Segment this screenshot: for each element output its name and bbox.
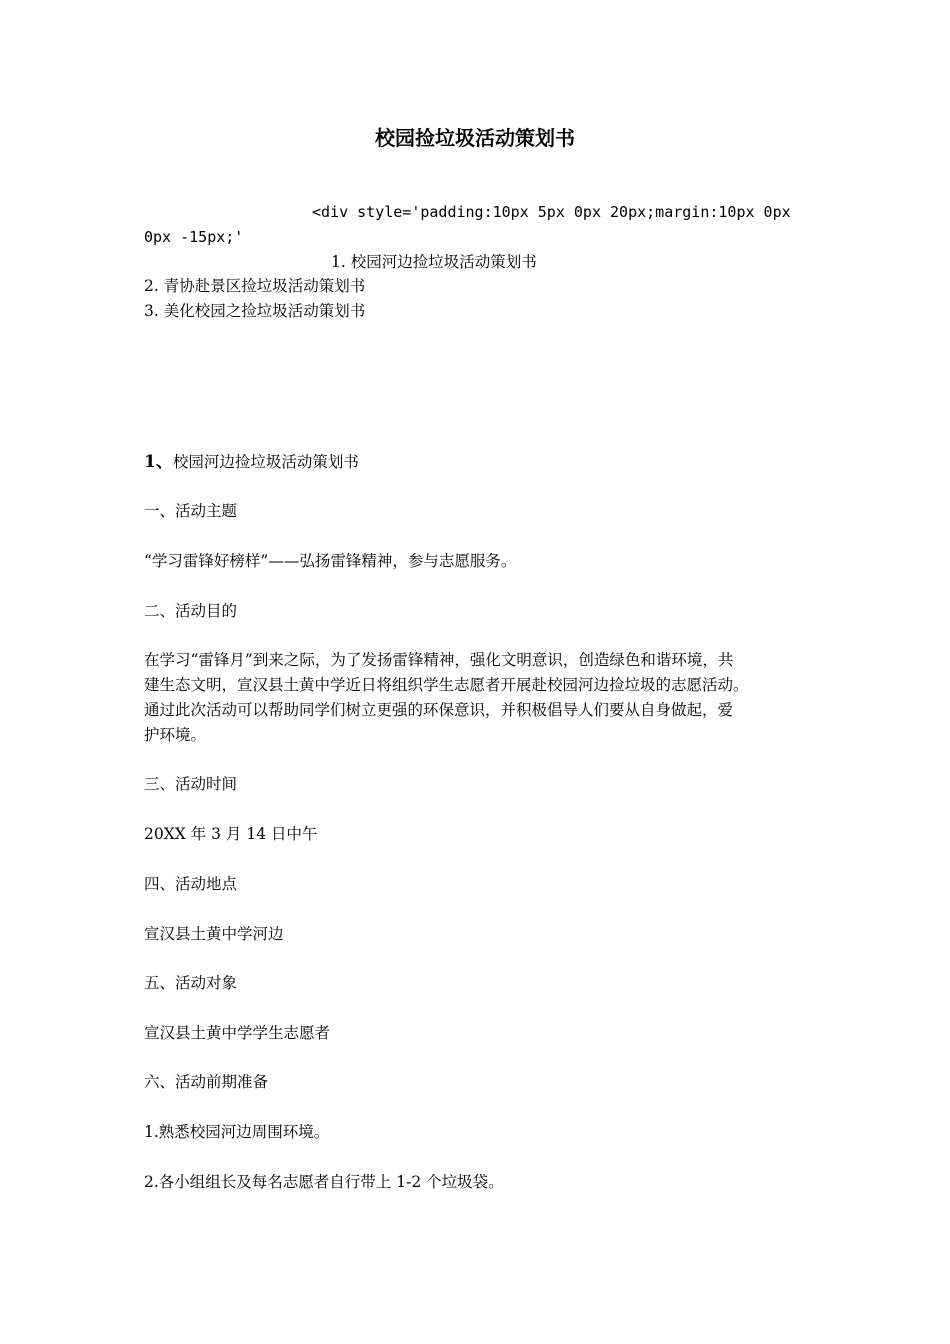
time-text: 20XX 年 3 月 14 日中午 xyxy=(144,825,318,843)
purpose-line-1: 在学习“雷锋月”到来之际，为了发扬雷锋精神，强化文明意识，创造绿色和谐环境，共 xyxy=(144,651,734,669)
target-text: 宣汉县土黄中学学生志愿者 xyxy=(144,1024,331,1042)
section-number: 1、 xyxy=(144,452,173,472)
heading-theme: 一、活动主题 xyxy=(144,502,238,520)
heading-target: 五、活动对象 xyxy=(144,974,238,992)
prep-item-2: 2.各小组组长及每名志愿者自行带上 1-2 个垃圾袋。 xyxy=(144,1173,504,1191)
theme-text: “学习雷锋好榜样”——弘扬雷锋精神，参与志愿服务。 xyxy=(144,552,517,570)
prep-item-1: 1.熟悉校园河边周围环境。 xyxy=(144,1123,330,1141)
purpose-line-2: 建生态文明，宣汉县土黄中学近日将组织学生志愿者开展赴校园河边捡垃圾的志愿活动。 xyxy=(144,676,749,694)
heading-prep: 六、活动前期准备 xyxy=(144,1073,269,1091)
place-text: 宣汉县土黄中学河边 xyxy=(144,925,284,943)
toc-item-2: 2. 青协赴景区捡垃圾活动策划书 xyxy=(144,277,366,295)
purpose-line-3: 通过此次活动可以帮助同学们树立更强的环保意识，并积极倡导人们要从自身做起，爱 xyxy=(144,701,734,719)
section-title: 校园河边捡垃圾活动策划书 xyxy=(172,453,359,471)
purpose-line-4: 护环境。 xyxy=(144,726,207,744)
heading-place: 四、活动地点 xyxy=(144,875,238,893)
code-text-line-2: 0px -15px;' xyxy=(144,228,244,246)
section-heading xyxy=(144,450,359,474)
toc-item-1: 1. 校园河边捡垃圾活动策划书 xyxy=(331,253,537,271)
heading-time: 三、活动时间 xyxy=(144,775,238,793)
document-title: 校园捡垃圾活动策划书 xyxy=(375,126,575,150)
heading-purpose: 二、活动目的 xyxy=(144,602,238,620)
code-text-line-1: <div style='padding:10px 5px 0px 20px;margin:10px 0px xyxy=(312,203,791,221)
toc-item-3: 3. 美化校园之捡垃圾活动策划书 xyxy=(144,302,366,320)
